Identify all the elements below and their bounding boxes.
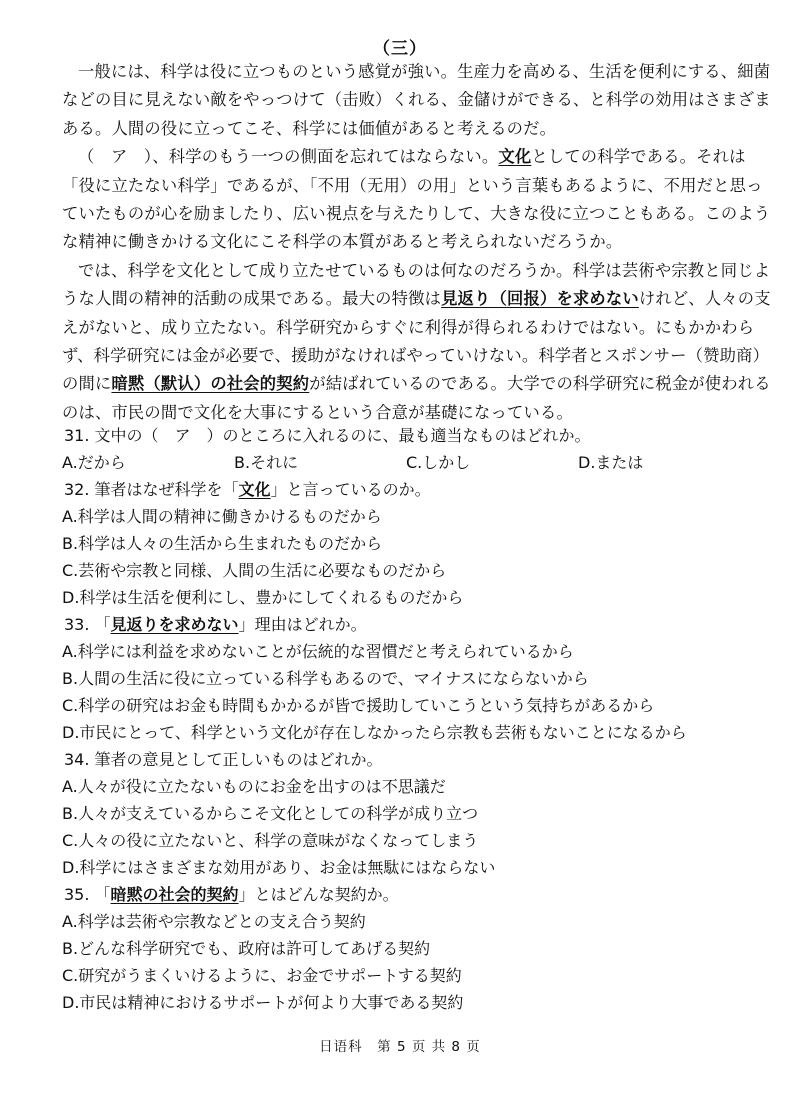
option-d: D.市民にとって、科学という文化が存在しなかったら宗教も芸術もないことになるから: [62, 723, 687, 742]
option-a: A.だから: [62, 453, 126, 472]
option-d: D.市民は精神におけるサポートが何より大事である契約: [62, 993, 464, 1012]
underlined-term-bunka: 文化: [498, 147, 532, 167]
option-a: A.科学は人間の精神に働きかけるものだから: [62, 507, 382, 526]
passage-paragraph-3: では、科学を文化として成り立たせているものは何なのだろうか。科学は芸術や宗教と同じような人間の精神的活動の成果である。最大の特徴は見返り（回报）を求めないけれど、人々の支えがないと、成り立たない。科学研究からすぐに利得が得られるわけではない。にもかかわらず、科学研究には金が必要で、援助がなければやっていけない。科学者とスポンサー（赞助商）の間に暗黙（默认）の社会的契約が結ばれているのである。大学での科学研究に税金が使われるのは、市民の間で文化を大事にするという合意が基礎になっている。: [62, 260, 771, 422]
option-b: B.人々が支えているからこそ文化としての科学が成り立つ: [62, 804, 479, 823]
question-stem: 32. 筆者はなぜ科学を「文化」と言っているのか。: [64, 480, 431, 499]
underlined-term: 見返りを求めない: [110, 615, 239, 634]
question-stem: 35. 「暗黙の社会的契約」とはどんな契約か。: [64, 885, 399, 904]
option-b: B.それに: [234, 453, 299, 472]
underlined-term-anmoku: 暗黙（默认）の社会的契約: [111, 374, 310, 394]
option-b: B.人間の生活に役に立っている科学もあるので、マイナスにならないから: [62, 669, 589, 688]
question-list: [62, 422, 776, 1016]
option-c: C.しかし: [406, 453, 471, 472]
option-a: A.人々が役に立たないものにお金を出すのは不思議だ: [62, 777, 446, 796]
question-32: [62, 476, 776, 611]
option-row: [62, 449, 776, 476]
underlined-term: 暗黙の社会的契約: [110, 885, 239, 904]
option-c: C.人々の役に立たないと、科学の意味がなくなってしまう: [62, 831, 479, 850]
option-c: C.芸術や宗教と同様、人間の生活に必要なものだから: [62, 561, 447, 580]
option-c: C.研究がうまくいけるように、お金でサポートする契約: [62, 966, 462, 985]
question-33: [62, 611, 776, 746]
question-stem: 31. 文中の（ ア ）のところに入れるのに、最も適当なものはどれか。: [64, 426, 591, 445]
option-d: D.科学にはさまざまな効用があり、お金は無駄にはならない: [62, 858, 496, 877]
underlined-term-mikaeri: 見返り（回报）を求めない: [441, 289, 639, 309]
option-b: B.どんな科学研究でも、政府は許可してあげる契約: [62, 939, 431, 958]
option-d: D.科学は生活を便利にし、豊かにしてくれるものだから: [62, 588, 464, 607]
question-stem: 33. 「見返りを求めない」理由はどれか。: [64, 615, 367, 634]
page-footer: 日语科 第 5 页 共 8 页: [319, 1039, 481, 1055]
question-stem: 34. 筆者の意見として正しいものはどれか。: [64, 750, 383, 769]
question-31: [62, 422, 776, 476]
question-34: [62, 746, 776, 881]
passage-paragraph-2: （ ア ）、科学のもう一つの側面を忘れてはならない。文化としての科学である。それは「役に立たない科学」であるが、「不用（无用）の用」という言葉もあるように、不用だと思っていたものが心を励ましたり、広い視点を与えたりして、大きな役に立つこともある。このような精神に働きかける文化にこそ科学の本質があると考えられないだろうか。: [62, 147, 771, 252]
question-35: [62, 881, 776, 1016]
section-title: （三）: [373, 39, 427, 59]
passage-paragraph-1: 一般には、科学は役に立つものという感覚が強い。生産力を高める、生活を便利にする、細菌などの目に見えない敵をやっつけて（击败）くれる、金儲けができる、と科学の効用はさまざまある。人間の役に立ってこそ、科学には価値があると考えるのだ。: [62, 62, 771, 138]
option-a: A.科学は芸術や宗教などとの支え合う契約: [62, 912, 366, 931]
option-a: A.科学には利益を求めないことが伝統的な習慣だと考えられているから: [62, 642, 574, 661]
option-c: C.科学の研究はお金も時間もかかるが皆で援助していこうという気持ちがあるから: [62, 696, 655, 715]
option-d: D.または: [578, 453, 644, 472]
reading-passage: [62, 58, 776, 427]
underlined-term: 文化: [238, 480, 271, 499]
option-b: B.科学は人々の生活から生まれたものだから: [62, 534, 383, 553]
